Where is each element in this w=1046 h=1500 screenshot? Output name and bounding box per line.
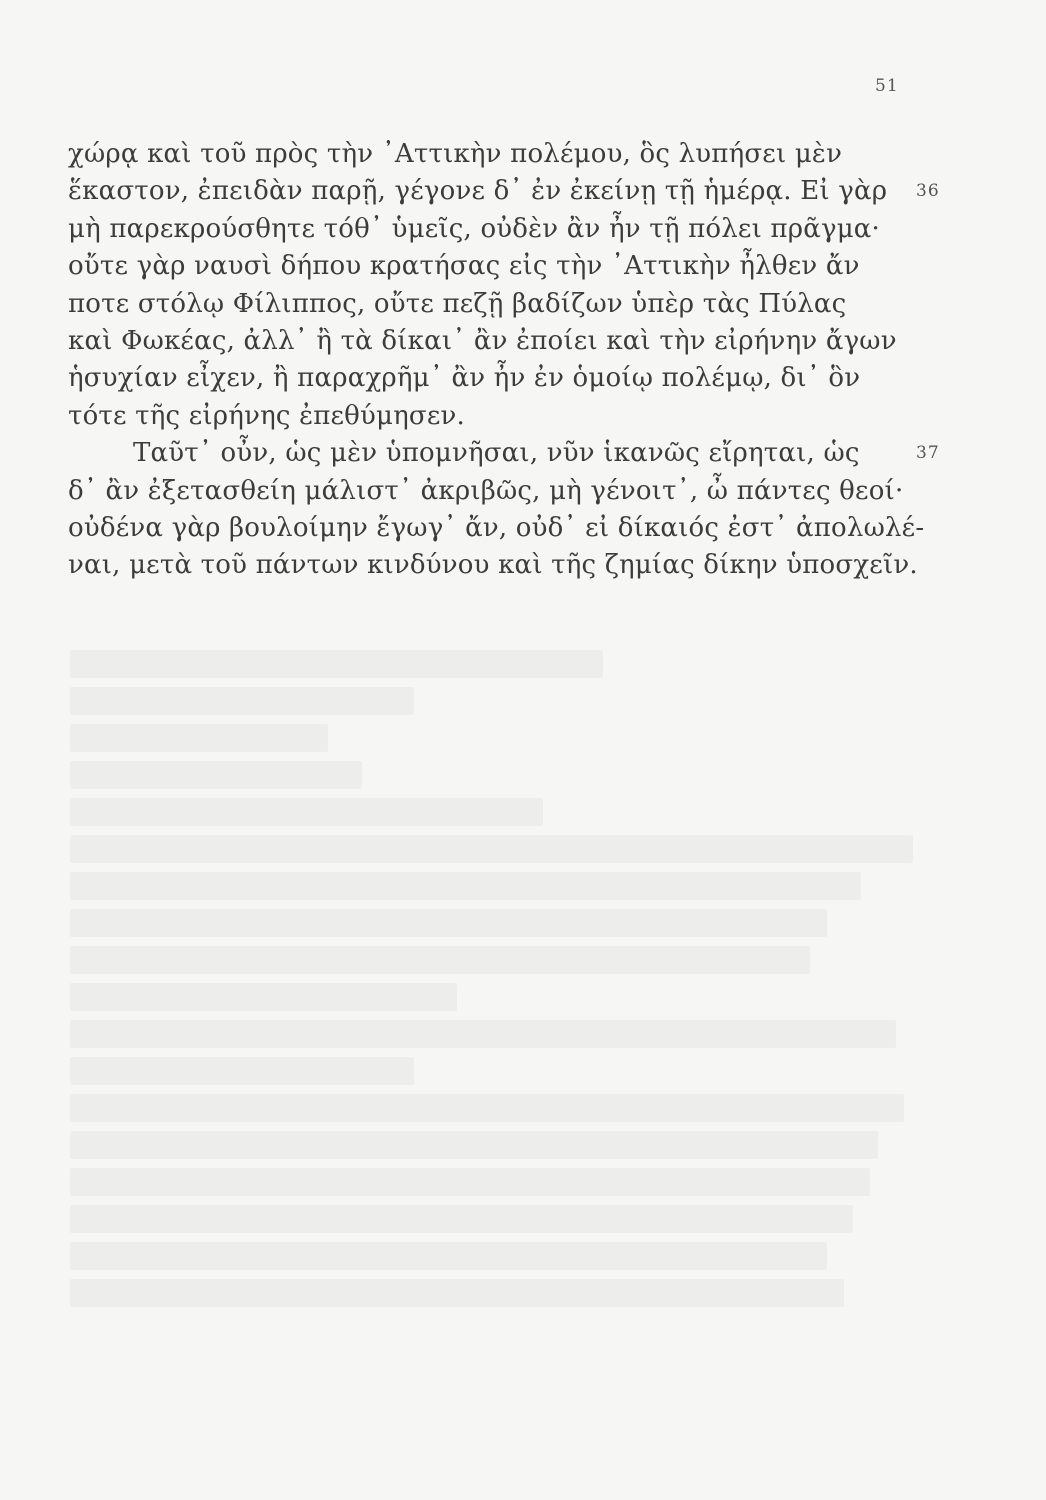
text-line-9: [68, 435, 940, 472]
text-line-4: [68, 248, 908, 285]
text-line-1: [68, 136, 908, 173]
line-text: ἡσυχίαν εἶχεν, ἢ παραχρῆμ᾿ ἂν ἦν ἐν ὁμοίῳ πολέμῳ, δι᾿ ὃν: [68, 363, 861, 394]
line-text: ἕκαστον, ἐπειδὰν παρῇ, γέγονε δ᾿ ἐν ἐκείνῃ τῇ ἡμέρᾳ. Εἰ γὰρ: [68, 176, 888, 207]
text-line-3: [68, 211, 908, 248]
show-through-from-reverse: [70, 650, 930, 1350]
text-line-8: [68, 398, 908, 435]
text-line-2: [68, 173, 940, 210]
line-text: Ταῦτ᾿ οὖν, ὡς μὲν ὑπομνῆσαι, νῦν ἱκανῶς εἴρηται, ὡς: [133, 438, 860, 469]
text-line-11: [68, 510, 925, 547]
line-text: ποτε στόλῳ Φίλιππος, οὔτε πεζῇ βαδίζων ὑπὲρ τὰς Πύλας: [68, 288, 847, 319]
text-line-12: [68, 547, 918, 584]
line-text: τότε τῆς εἰρήνης ἐπεθύμησεν.: [68, 400, 466, 431]
text-line-7: [68, 360, 908, 397]
line-text: δ᾿ ἂν ἐξετασθείη μάλιστ᾿ ἀκριβῶς, μὴ γένοιτ᾿, ὦ πάντες θεοί·: [68, 475, 904, 506]
line-text: χώρᾳ καὶ τοῦ πρὸς τὴν ᾿Αττικὴν πολέμου, ὃς λυπήσει μὲν: [68, 139, 843, 169]
page-number: 51: [875, 76, 899, 96]
text-line-10: [68, 473, 908, 510]
line-text: οὐδένα γὰρ βουλοίμην ἔγωγ᾿ ἄν, οὐδ᾿ εἰ δίκαιός ἐστ᾿ ἀπολωλέ-: [68, 512, 925, 543]
section-number-37: 37: [916, 443, 940, 464]
greek-text-body: [68, 136, 940, 585]
section-number-36: 36: [916, 181, 940, 202]
line-text: καὶ Φωκέας, ἀλλ᾿ ἢ τὰ δίκαι᾿ ἂν ἐποίει καὶ τὴν εἰρήνην ἄγων: [68, 325, 897, 356]
line-text: οὔτε γὰρ ναυσὶ δήπου κρατήσας εἰς τὴν ᾿Αττικὴν ἦλθεν ἄν: [68, 251, 860, 282]
line-text: ναι, μετὰ τοῦ πάντων κινδύνου καὶ τῆς ζημίας δίκην ὑποσχεῖν.: [68, 550, 918, 581]
text-line-6: [68, 323, 908, 360]
line-text: μὴ παρεκρούσθητε τόθ᾿ ὑμεῖς, οὐδὲν ἂν ἦν τῇ πόλει πρᾶγμα·: [68, 213, 881, 244]
text-line-5: [68, 286, 908, 323]
